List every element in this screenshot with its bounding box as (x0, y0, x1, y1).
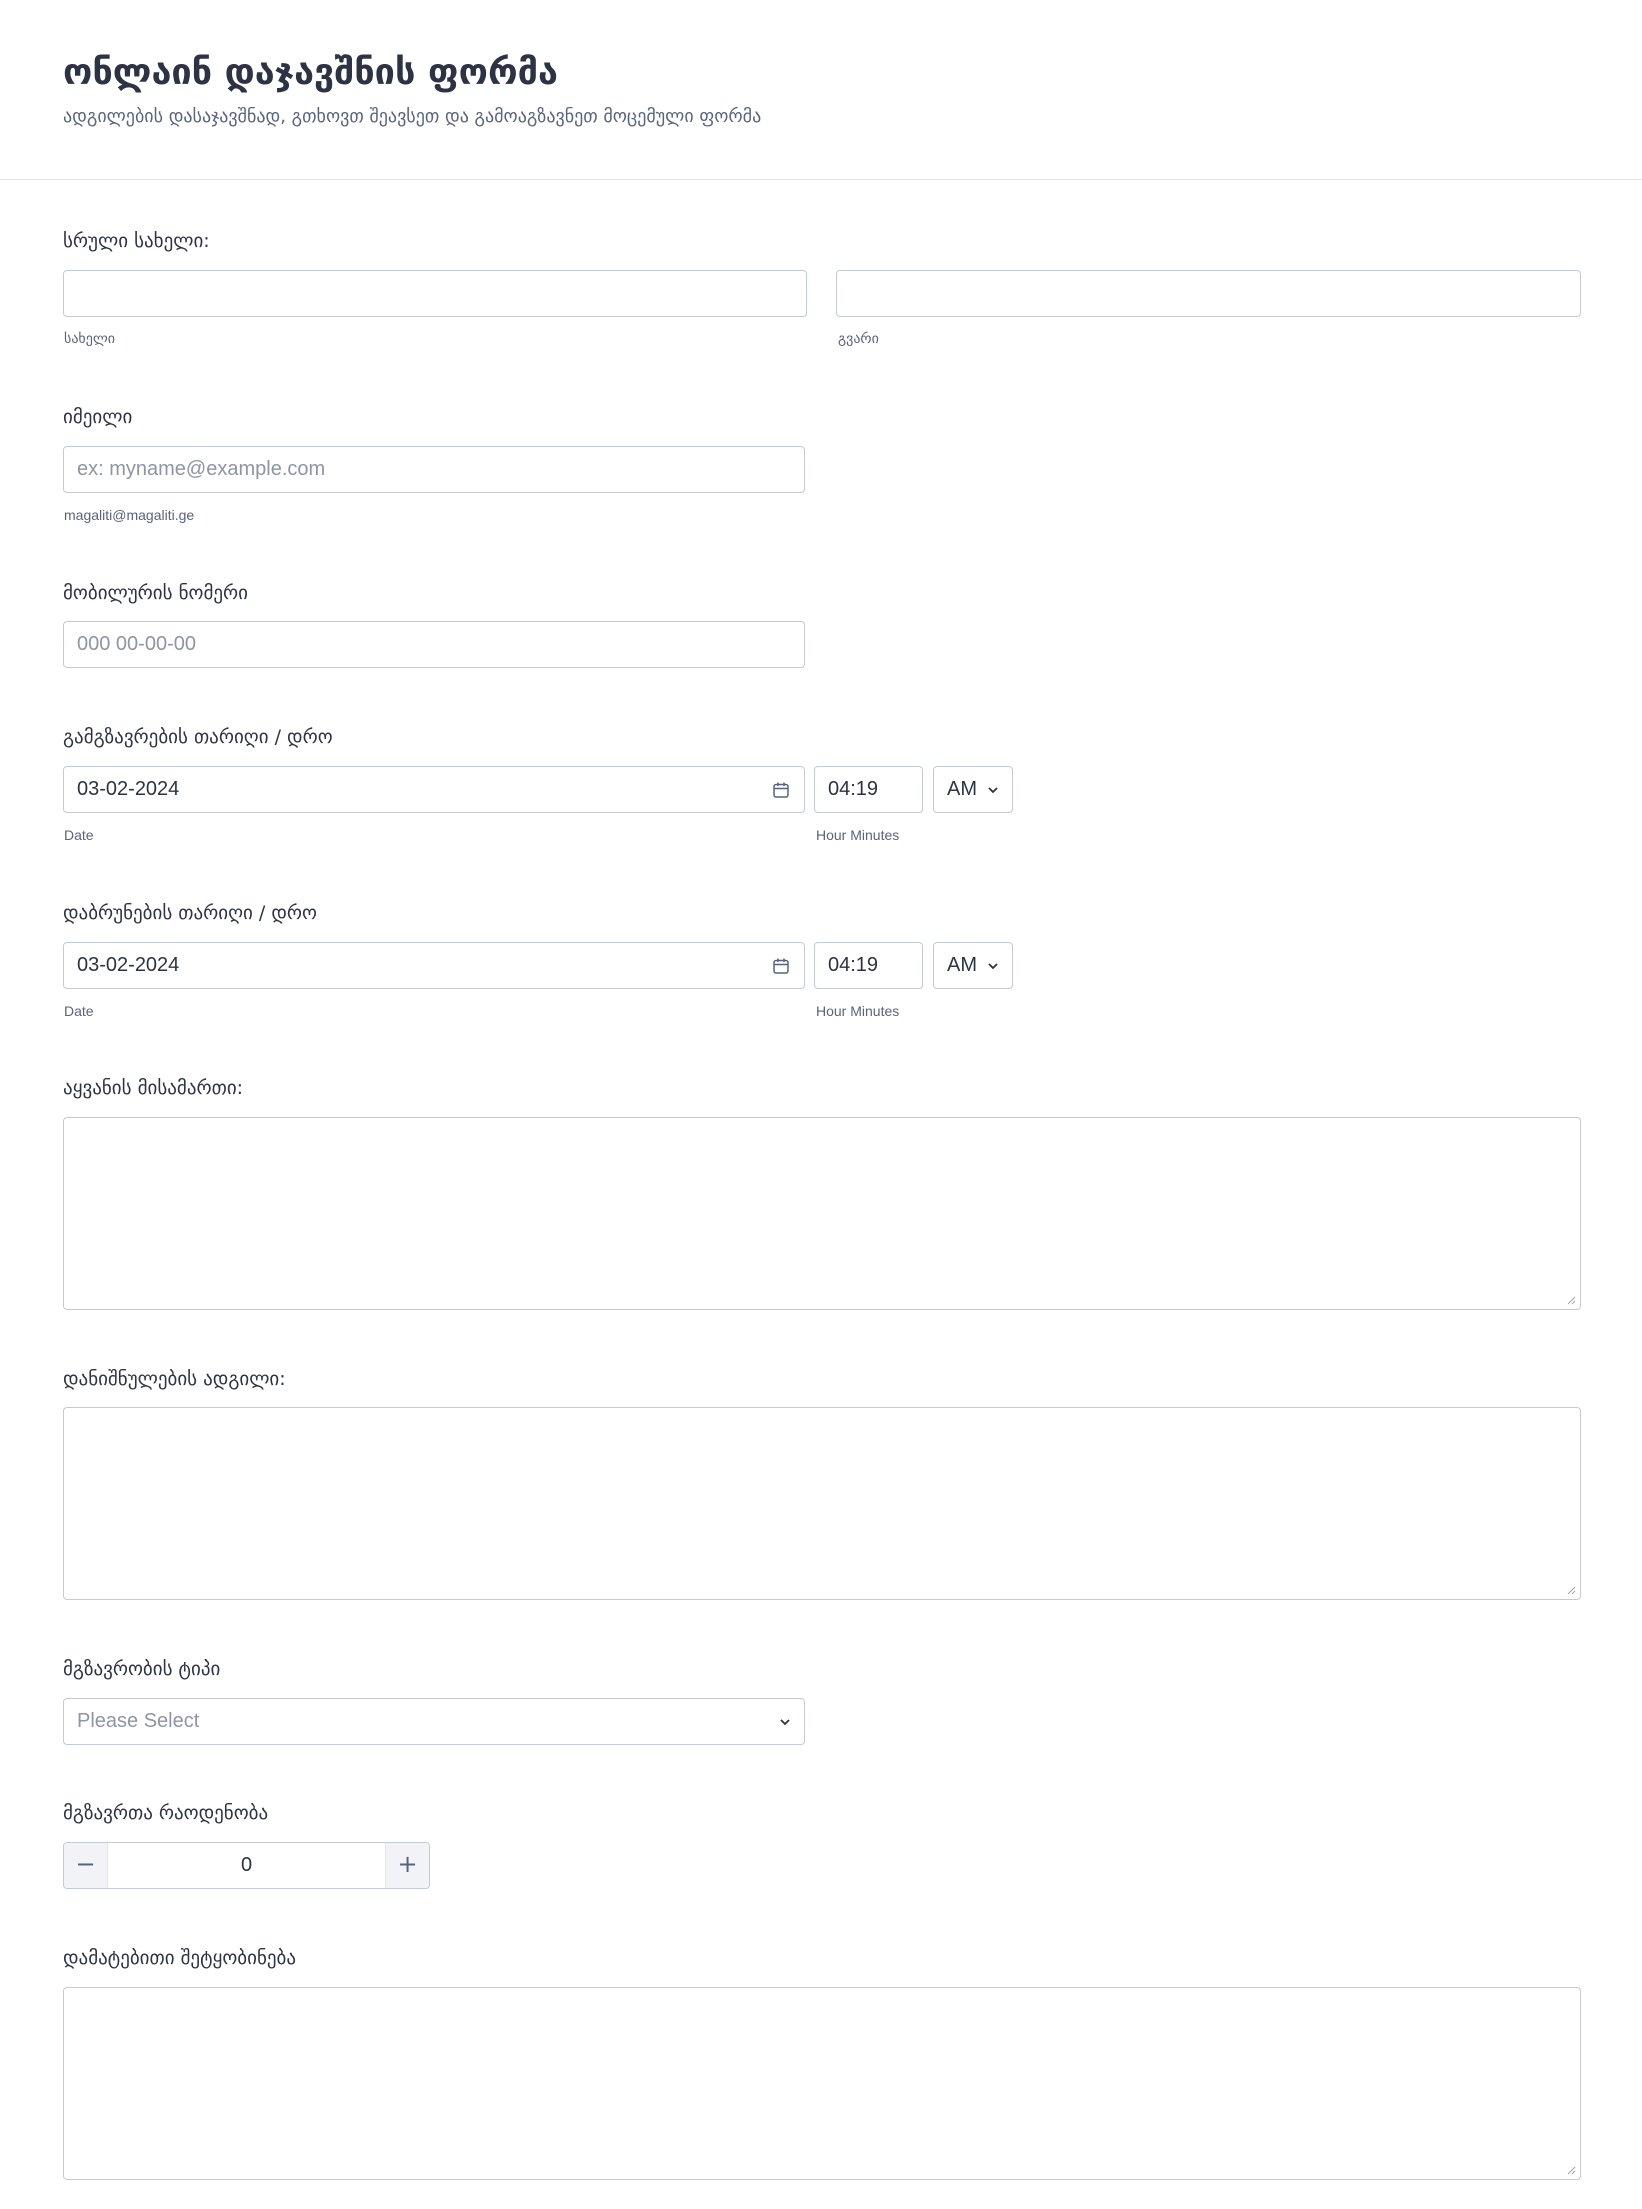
return-time-input[interactable]: 04:19 (814, 942, 923, 989)
trip-type-label: მგზავრობის ტიპი (63, 1658, 221, 1680)
trip-type-selected: Please Select (77, 1710, 200, 1732)
last-name-input[interactable] (836, 270, 1581, 317)
resize-grip-icon[interactable] (1566, 1295, 1576, 1305)
departure-date-input[interactable] (63, 766, 805, 813)
return-date-sublabel: Date (64, 1003, 94, 1019)
chevron-down-icon (778, 1717, 792, 1727)
form-title: ონლაინ დაჯავშნის ფორმა (63, 52, 558, 93)
form-subtitle: ადგილების დასაჯავშნად, გთხოვთ შეავსეთ და გამოაგზავნეთ მოცემული ფორმა (63, 106, 762, 127)
email-input[interactable]: ex: myname@example.com (63, 446, 805, 493)
departure-time-sublabel: Hour Minutes (816, 827, 900, 843)
departure-date-sublabel: Date (64, 827, 94, 843)
return-ampm-select[interactable] (933, 942, 1013, 989)
chevron-down-icon (986, 961, 1000, 971)
departure-ampm-value: AM (947, 778, 977, 800)
passenger-count-input[interactable]: 0 (240, 1854, 253, 1876)
email-sublabel: magaliti@magaliti.ge (64, 507, 195, 523)
calendar-icon[interactable] (772, 781, 790, 799)
form-header (0, 0, 1642, 180)
destination-label: დანიშნულების ადგილი: (63, 1368, 286, 1390)
email-label: იმეილი (63, 406, 133, 428)
pickup-address-textarea[interactable] (63, 1117, 1581, 1310)
departure-time-input[interactable]: 04:19 (814, 766, 923, 813)
first-name-input[interactable] (63, 270, 807, 317)
calendar-icon[interactable] (772, 957, 790, 975)
phone-label: მობილურის ნომერი (63, 582, 248, 604)
trip-type-select[interactable] (63, 1698, 805, 1745)
departure-label: გამგზავრების თარიღი / დრო (63, 726, 333, 748)
phone-input[interactable]: 000 00-00-00 (63, 621, 805, 668)
message-textarea[interactable] (63, 1987, 1581, 2180)
passenger-count-stepper (63, 1842, 430, 1889)
chevron-down-icon (986, 785, 1000, 795)
pickup-address-label: აყვანის მისამართი: (63, 1077, 244, 1099)
return-ampm-value: AM (947, 954, 977, 976)
return-date-input[interactable] (63, 942, 805, 989)
first-name-sublabel: სახელი (64, 331, 115, 347)
resize-grip-icon[interactable] (1566, 2165, 1576, 2175)
return-date-value: 03-02-2024 (77, 954, 180, 976)
departure-ampm-select[interactable] (933, 766, 1013, 813)
full-name-label: სრული სახელი: (63, 230, 210, 252)
message-label: დამატებითი შეტყობინება (63, 1947, 297, 1969)
return-label: დაბრუნების თარიღი / დრო (63, 902, 317, 924)
last-name-sublabel: გვარი (838, 331, 879, 347)
increment-button[interactable]: + (385, 1843, 429, 1888)
passenger-count-label: მგზავრთა რაოდენობა (63, 1802, 269, 1824)
resize-grip-icon[interactable] (1566, 1585, 1576, 1595)
decrement-button[interactable]: − (64, 1843, 108, 1888)
return-time-sublabel: Hour Minutes (816, 1003, 900, 1019)
destination-textarea[interactable] (63, 1407, 1581, 1600)
departure-date-value: 03-02-2024 (77, 778, 180, 800)
